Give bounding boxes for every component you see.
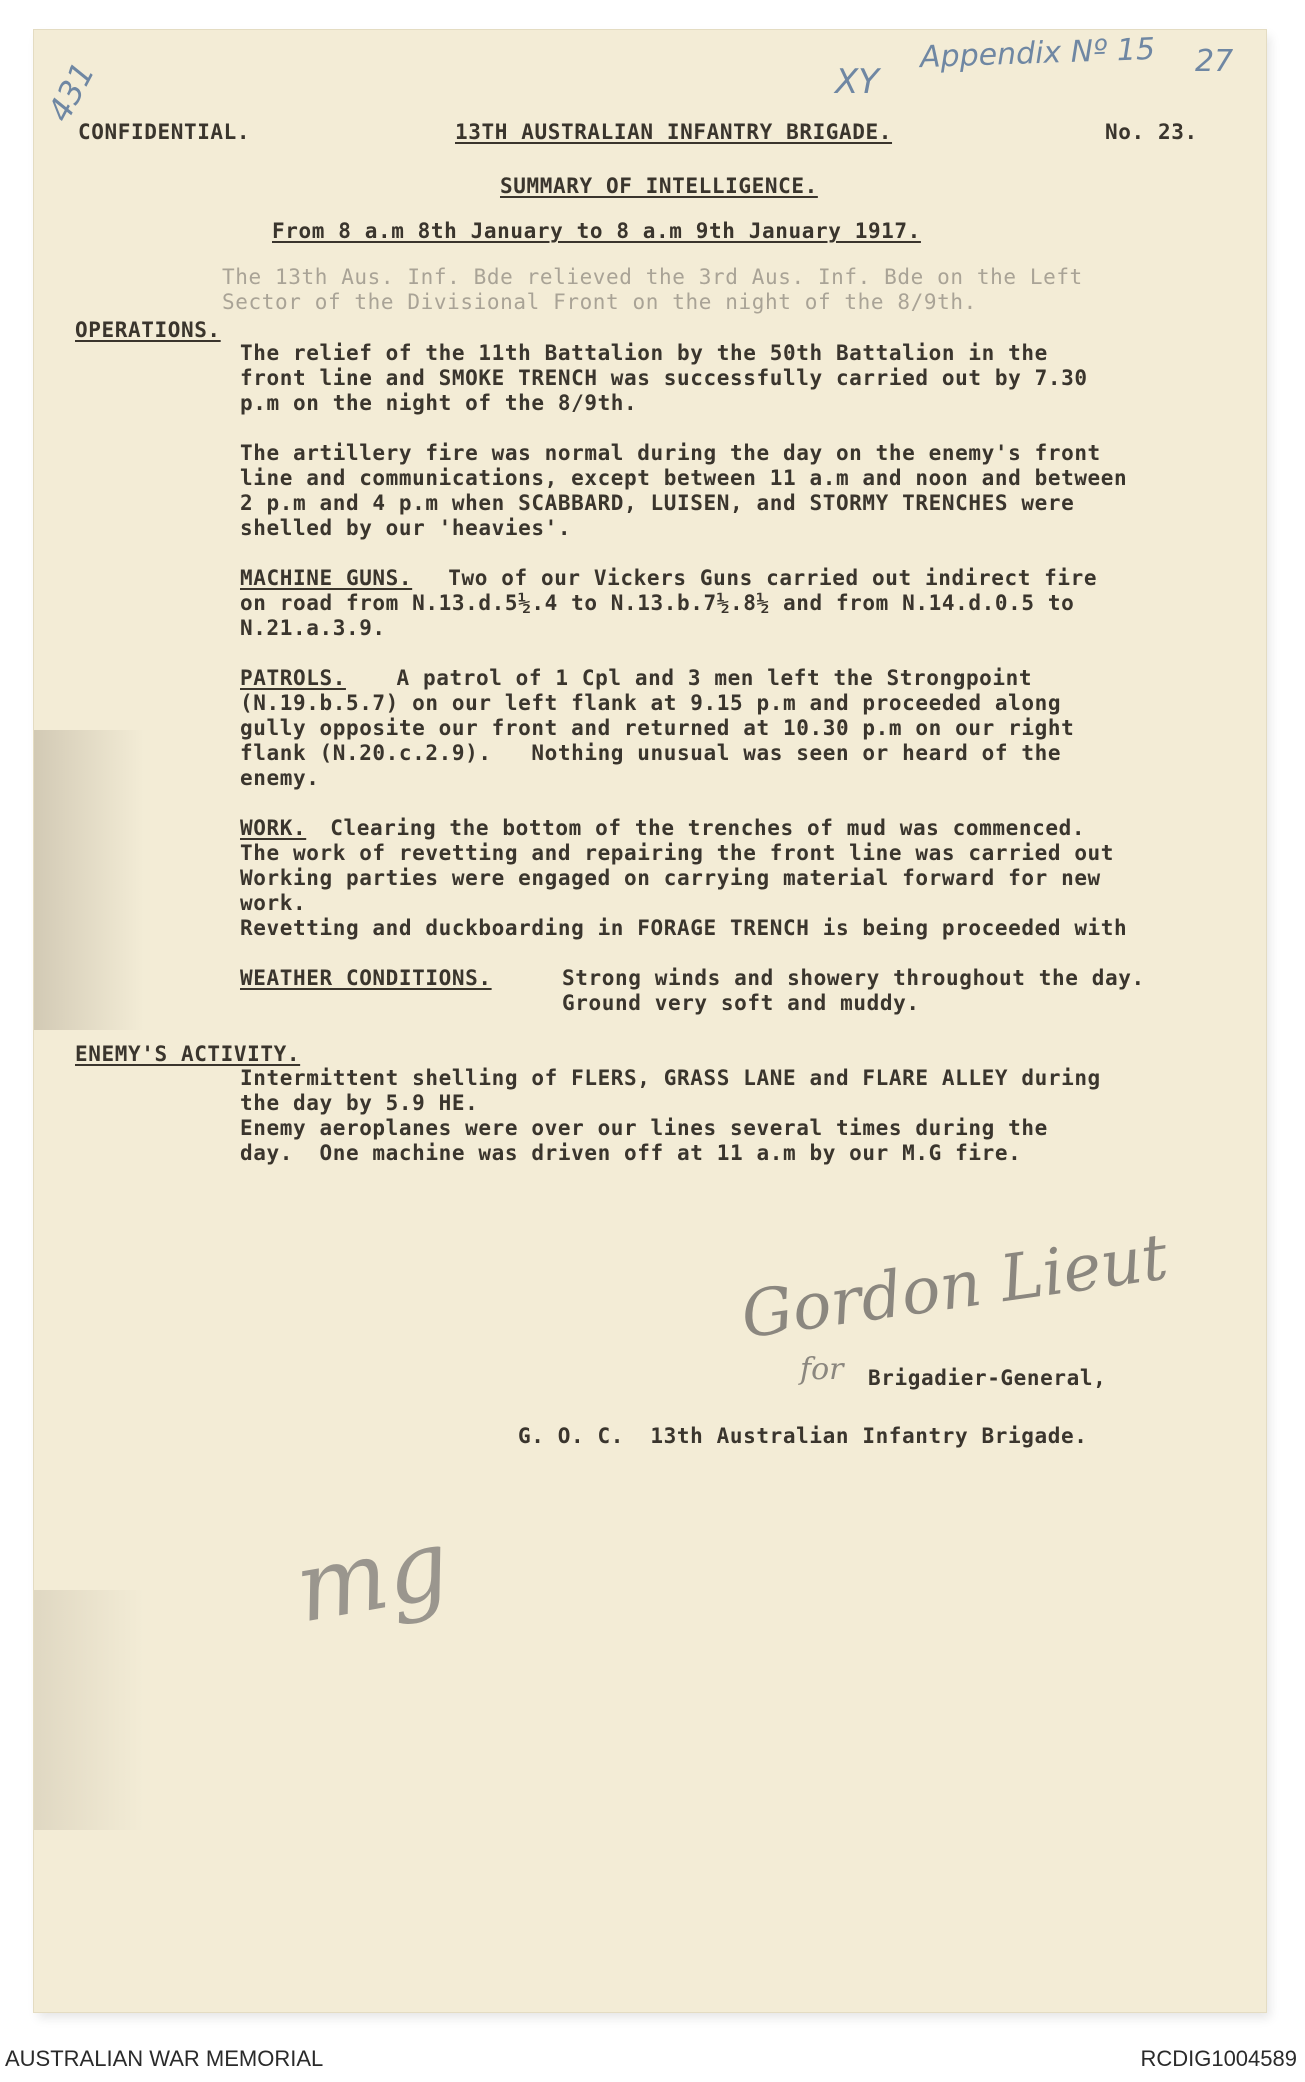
weather-line: Ground very soft and muddy. <box>562 991 920 1015</box>
work-line: work. <box>240 891 307 915</box>
operations-heading: OPERATIONS. <box>75 318 221 342</box>
patrols-line: flank (N.20.c.2.9). Nothing unusual was seen or heard of the <box>240 741 1062 765</box>
patrols-line: (N.19.b.5.7) on our left flank at 9.15 p.m and proceeded along <box>240 691 1062 715</box>
summary-title: SUMMARY OF INTELLIGENCE. <box>500 174 818 198</box>
enemy-activity-heading: ENEMY'S ACTIVITY. <box>75 1042 301 1066</box>
report-period: From 8 a.m 8th January to 8 a.m 9th January 1917. <box>272 219 921 243</box>
patrols-line: enemy. <box>240 766 320 790</box>
signatory-rank: Brigadier-General, <box>868 1366 1107 1390</box>
handwritten-signature: Gordon Lieut <box>736 1220 1173 1354</box>
work-line: Working parties were engaged on carrying material forward for new <box>240 866 1101 890</box>
machine-guns-line: Two of our Vickers Guns carried out indirect fire <box>435 566 1098 590</box>
confidential-label: CONFIDENTIAL. <box>78 120 251 144</box>
for-label: for <box>800 1352 844 1387</box>
patrols-line: gully opposite our front and returned at 10.30 p.m on our right <box>240 716 1075 740</box>
patrols-heading: PATROLS. <box>240 666 346 690</box>
machine-guns-line: on road from N.13.d.5½.4 to N.13.b.7½.8½ and from N.14.d.0.5 to <box>240 591 1075 615</box>
page-shadow <box>34 1590 144 1830</box>
signatory-command: G. O. C. 13th Australian Infantry Brigade. <box>518 1424 1088 1448</box>
weather-heading: WEATHER CONDITIONS. <box>240 966 492 990</box>
work-line: Clearing the bottom of the trenches of mud was commenced. <box>317 816 1086 840</box>
summary-number: No. 23. <box>1105 120 1198 144</box>
pencil-initials: mg <box>287 1507 458 1645</box>
patrols-line: A patrol of 1 Cpl and 3 men left the Strongpoint <box>370 666 1033 690</box>
brigade-heading: 13TH AUSTRALIAN INFANTRY BRIGADE. <box>455 120 893 144</box>
operations-line: line and communications, except between 11 a.m and noon and between <box>240 466 1128 490</box>
xy-mark: XY <box>835 62 880 102</box>
operations-line: The relief of the 11th Battalion by the 50th Battalion in the <box>240 341 1048 365</box>
operations-line: 2 p.m and 4 p.m when SCABBARD, LUISEN, and STORMY TRENCHES were <box>240 491 1075 515</box>
footer-record-id: RCDIG1004589 <box>1140 2046 1297 2071</box>
work-heading: WORK. <box>240 816 307 840</box>
appendix-note: Appendix Nº 15 <box>919 31 1156 76</box>
weather-line: Strong winds and showery throughout the day. <box>562 966 1145 990</box>
footer-institution: AUSTRALIAN WAR MEMORIAL <box>5 2046 324 2071</box>
enemy-line: the day by 5.9 HE. <box>240 1091 479 1115</box>
page-number: 27 <box>1195 44 1234 79</box>
operations-line: p.m on the night of the 8/9th. <box>240 391 638 415</box>
enemy-line: Intermittent shelling of FLERS, GRASS LANE and FLARE ALLEY during <box>240 1066 1101 1090</box>
machine-guns-line: N.21.a.3.9. <box>240 616 386 640</box>
folio-number: 431 <box>40 56 103 128</box>
operations-line: front line and SMOKE TRENCH was successfully carried out by 7.30 <box>240 366 1088 390</box>
enemy-line: Enemy aeroplanes were over our lines several times during the <box>240 1116 1048 1140</box>
page-shadow <box>34 730 144 1030</box>
operations-line: The artillery fire was normal during the day on the enemy's front <box>240 441 1101 465</box>
enemy-line: day. One machine was driven off at 11 a.m by our M.G fire. <box>240 1141 1022 1165</box>
work-line: Revetting and duckboarding in FORAGE TRENCH is being proceeded with <box>240 916 1128 940</box>
operations-line: shelled by our 'heavies'. <box>240 516 572 540</box>
work-line: The work of revetting and repairing the front line was carried out <box>240 841 1115 865</box>
intro-line: The 13th Aus. Inf. Bde relieved the 3rd Aus. Inf. Bde on the Left <box>222 265 1083 289</box>
intro-line: Sector of the Divisional Front on the night of the 8/9th. <box>222 290 977 314</box>
machine-guns-heading: MACHINE GUNS. <box>240 566 413 590</box>
